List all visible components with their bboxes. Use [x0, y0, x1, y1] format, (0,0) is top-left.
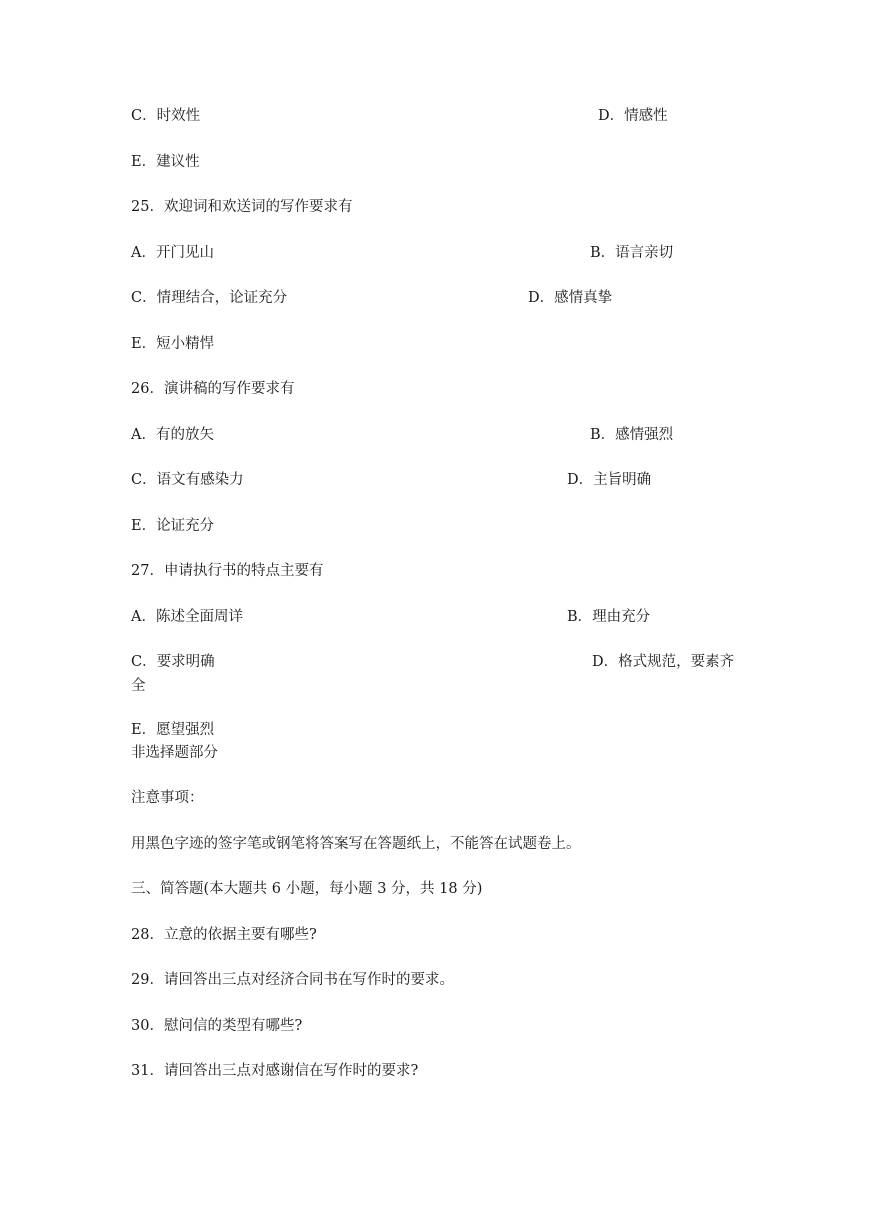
q27-option-b: B．理由充分	[567, 609, 651, 625]
notice-heading: 注意事项：	[131, 790, 204, 806]
q27-stem: 27．申请执行书的特点主要有	[131, 563, 324, 579]
q27-option-a: A．陈述全面周详	[131, 609, 243, 625]
q25-option-e: E．短小精悍	[131, 336, 215, 352]
q26-option-d: D．主旨明确	[567, 472, 652, 488]
q25-option-a: A．开门见山	[131, 245, 214, 261]
q26-option-b: B．感情强烈	[590, 427, 674, 443]
section-heading: 三、简答题(本大题共 6 小题，每小题 3 分，共 18 分)	[131, 881, 483, 897]
q26-option-a: A．有的放矢	[131, 427, 214, 443]
q25-option-d: D．感情真挚	[528, 290, 613, 306]
part-title: 非选择题部分	[131, 745, 218, 761]
q28-question: 28．立意的依据主要有哪些?	[131, 927, 317, 943]
q27-option-c: C．要求明确	[131, 654, 215, 670]
q29-question: 29．请回答出三点对经济合同书在写作时的要求。	[131, 972, 454, 988]
q26-option-e: E．论证充分	[131, 518, 215, 534]
q25-option-b: B．语言亲切	[590, 245, 674, 261]
q26-option-c: C．语文有感染力	[131, 472, 244, 488]
q24-option-c: C．时效性	[131, 108, 201, 124]
q24-option-e: E．建议性	[131, 154, 200, 170]
notice-text: 用黑色字迹的签字笔或钢笔将答案写在答题纸上，不能答在试题卷上。	[131, 836, 581, 852]
q31-question: 31．请回答出三点对感谢信在写作时的要求?	[131, 1063, 419, 1079]
q25-stem: 25．欢迎词和欢送词的写作要求有	[131, 199, 353, 215]
q27-option-e: E．愿望强烈	[131, 722, 215, 738]
q25-option-c: C．情理结合，论证充分	[131, 290, 288, 306]
q26-stem: 26．演讲稿的写作要求有	[131, 381, 295, 397]
q27-option-d: D．格式规范，要素齐	[592, 654, 735, 670]
q30-question: 30．慰问信的类型有哪些?	[131, 1018, 303, 1034]
q24-option-d: D．情感性	[598, 108, 668, 124]
q27-option-d-wrap: 全	[131, 678, 146, 694]
